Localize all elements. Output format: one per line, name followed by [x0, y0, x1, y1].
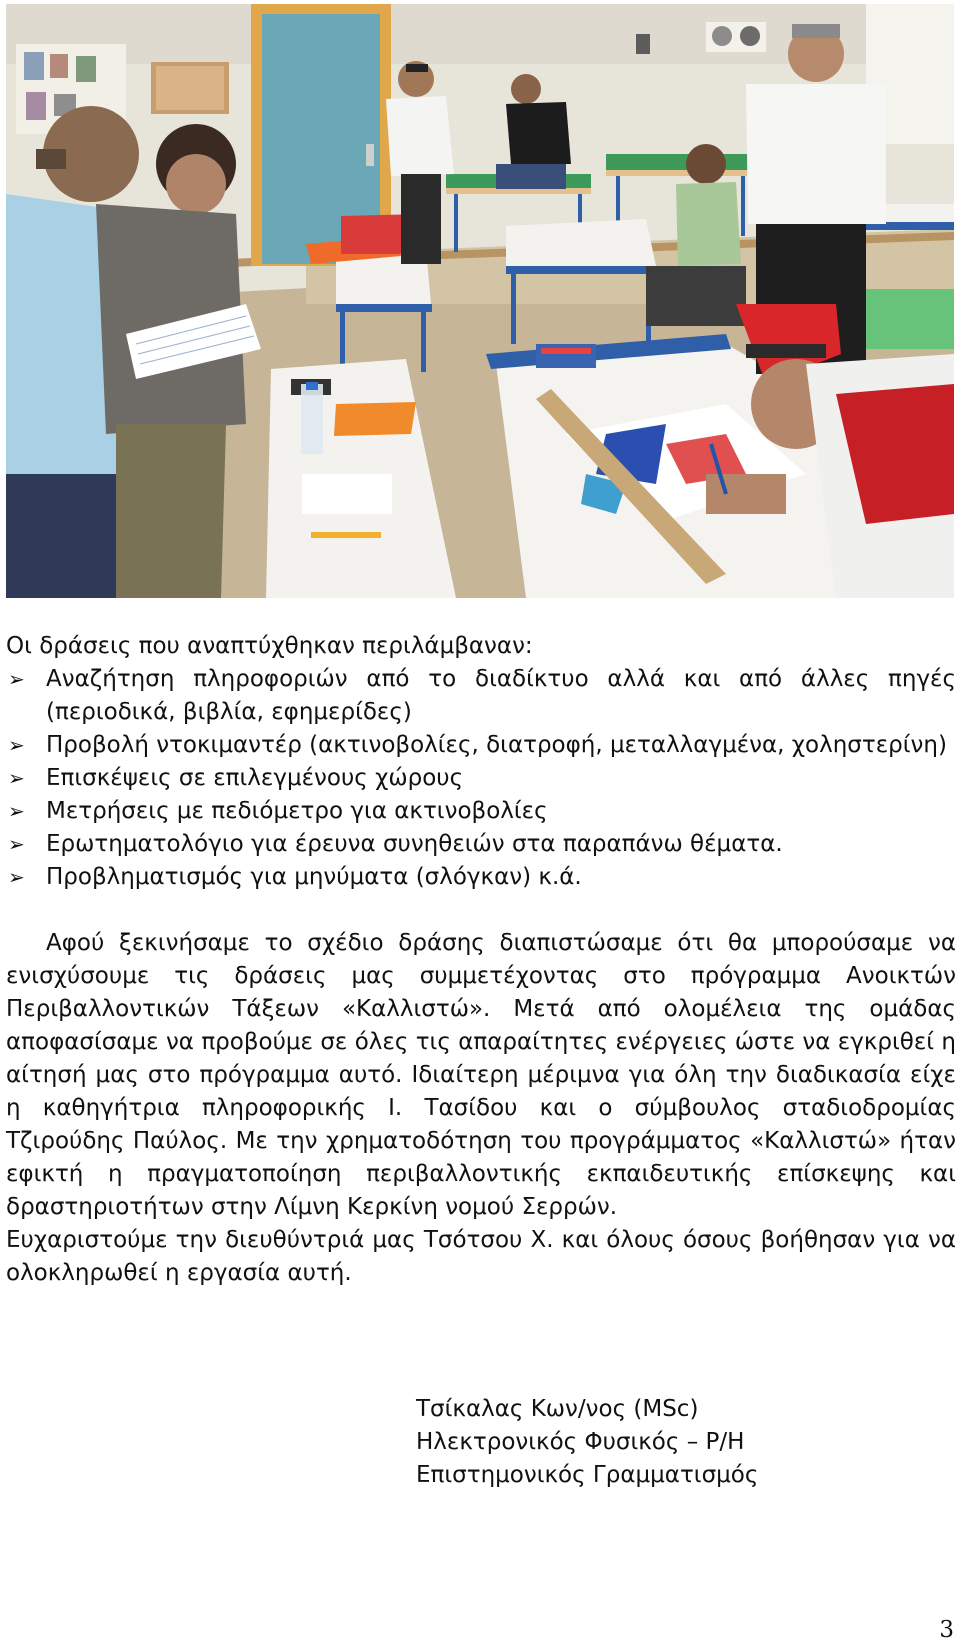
arrow-bullet-icon: ➢ [8, 865, 25, 889]
list-item-text: Επισκέψεις σε επιλεγμένους χώρους [46, 765, 464, 791]
list-item-text: Μετρήσεις με πεδιόμετρο για ακτινοβολίες [46, 798, 548, 824]
thanks-paragraph: Ευχαριστούμε την διευθύντριά μας Τσότσου Χ. και όλους όσους βοήθησαν για να ολοκληρωθεί η εργασία αυτή. [6, 1227, 956, 1286]
signature-role: Επιστημονικός Γραμματισμός [416, 1462, 759, 1488]
main-paragraph: Αφού ξεκινήσαμε το σχέδιο δράσης διαπιστώσαμε ότι θα μπορούσαμε να ενισχύσουμε τις δράσεις μας συμμετέχοντας στο πρόγραμμα Ανοικτών Περιβαλλοντικών Τάξεων «Καλλιστώ». Μετά από ολομέλεια της ομάδας αποφασίσαμε να προβούμε σε όλες τις απαραίτητες ενέργειες ώστε να εγκριθεί η αίτησή μας στο πρόγραμμα αυτό. Ιδιαίτερη μέριμνα για όλη την διαδικασία είχε η καθηγήτρια πληροφορικής Ι. Τασίδου και ο σύμβουλος σταδιοδρομίας Τζιρούδης Παύλος. Με την χρηματοδότηση του προγράμματος «Καλλιστώ» ήταν εφικτή η πραγματοποίηση περιβαλλοντικής εκπαιδευτικής επίσκεψης και δραστηριοτήτων στην Λίμνη Κερκίνη νομού Σερρών. [6, 930, 956, 1220]
signature-block [416, 1393, 758, 1492]
document-body [6, 630, 956, 1290]
list-item-text: Προβληματισμός για μηνύματα (σλόγκαν) κ.ά. [46, 864, 582, 890]
list-item-text: Ερωτηματολόγιο για έρευνα συνηθειών στα παραπάνω θέματα. [46, 831, 783, 857]
list-item-text: Προβολή ντοκιμαντέρ (ακτινοβολίες, διατροφή, μεταλλαγμένα, χοληστερίνη) [46, 732, 947, 758]
page-number: 3 [939, 1617, 954, 1643]
arrow-bullet-icon: ➢ [8, 799, 25, 823]
arrow-bullet-icon: ➢ [8, 733, 25, 757]
list-item [6, 729, 956, 762]
list-item-text: Αναζήτηση πληροφοριών από το διαδίκτυο αλλά και από άλλες πηγές (περιοδικά, βιβλία, εφημερίδες) [46, 666, 956, 725]
arrow-bullet-icon: ➢ [8, 832, 25, 856]
list-item [6, 828, 956, 861]
list-item [6, 861, 956, 894]
arrow-bullet-icon: ➢ [8, 766, 25, 790]
classroom-photo [6, 4, 954, 598]
list-item [6, 795, 956, 828]
list-item [6, 762, 956, 795]
signature-title: Ηλεκτρονικός Φυσικός – Ρ/Η [416, 1429, 745, 1455]
arrow-bullet-icon: ➢ [8, 667, 25, 691]
signature-name: Τσίκαλας Κων/νος (MSc) [416, 1396, 699, 1422]
actions-intro: Οι δράσεις που αναπτύχθηκαν περιλάμβαναν: [6, 633, 533, 659]
list-item [6, 663, 956, 729]
actions-list [6, 663, 956, 894]
